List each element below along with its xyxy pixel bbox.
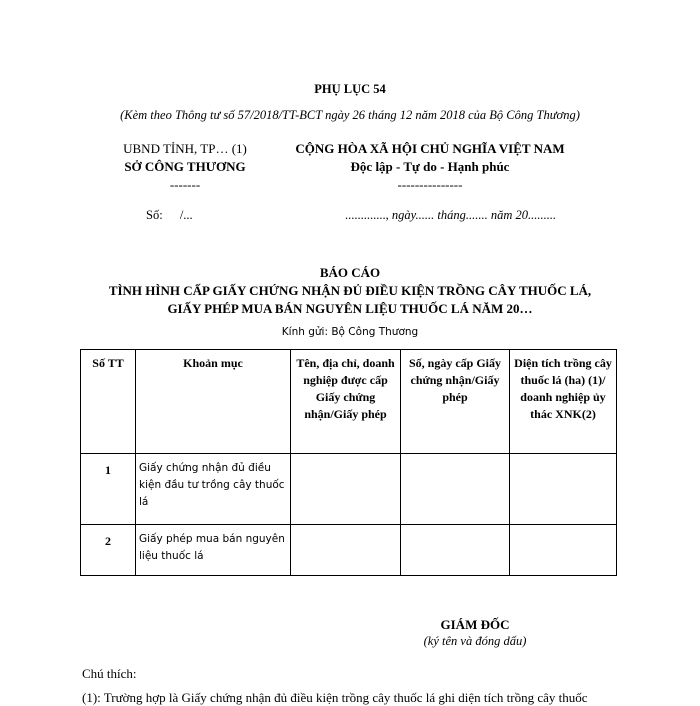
motto-divider: ---------------: [397, 177, 463, 192]
document-number: [146, 208, 193, 223]
row-enterprise-cell[interactable]: [291, 454, 401, 525]
report-heading-line-1: TÌNH HÌNH CẤP GIẤY CHỨNG NHẬN ĐỦ ĐIỀU KIỆN TRỒNG CÂY THUỐC LÁ,: [108, 283, 592, 298]
appendix-subtitle: (Kèm theo Thông tư số 57/2018/TT-BCT ngày 26 tháng 12 năm 2018 của Bộ Công Thương): [120, 108, 580, 122]
signature-note: (ký tên và đóng dấu): [423, 634, 527, 648]
header-enterprise: Tên, địa chỉ, doanh nghiệp được cấp Giấy chứng nhận/Giấy phép: [291, 350, 401, 454]
report-title: BÁO CÁO: [319, 265, 381, 280]
report-table: [80, 349, 617, 576]
document-number-value: /...: [179, 208, 193, 222]
recipient-line: Kính gửi: Bộ Công Thương: [281, 326, 419, 338]
place-date-line: [345, 208, 556, 223]
report-title-block: [0, 264, 700, 318]
authority-line-province: UBND TỈNH, TP… (1): [123, 141, 247, 156]
notes-label: Chú thích:: [82, 666, 137, 681]
row-certificate-cell[interactable]: [401, 454, 510, 525]
authority-divider: -------: [169, 177, 201, 192]
row-stt: 1: [81, 454, 136, 525]
table-row: [81, 525, 617, 576]
header-item: Khoản mục: [136, 350, 291, 454]
header-stt: Số TT: [81, 350, 136, 454]
row-enterprise-cell[interactable]: [291, 525, 401, 576]
table-header-row: [81, 350, 617, 454]
appendix-title: PHỤ LỤC 54: [314, 82, 386, 96]
row-stt: 2: [81, 525, 136, 576]
note-item: (1): Trường hợp là Giấy chứng nhận đủ điều kiện trồng cây thuốc lá ghi diện tích trồng cây thuốc: [82, 690, 588, 705]
issuing-authority-block: [90, 140, 280, 194]
national-title: CỘNG HÒA XÃ HỘI CHỦ NGHĨA VIỆT NAM: [295, 141, 565, 156]
row-certificate-cell[interactable]: [401, 525, 510, 576]
document-number-label: Số:: [146, 208, 163, 222]
row-area-cell[interactable]: [510, 525, 617, 576]
row-area-cell[interactable]: [510, 454, 617, 525]
header-area: Diện tích trồng cây thuốc lá (ha) (1)/ doanh nghiệp ủy thác XNK(2): [510, 350, 617, 454]
signature-title: GIÁM ĐỐC: [440, 617, 510, 632]
row-item: Giấy phép mua bán nguyên liệu thuốc lá: [136, 525, 291, 576]
table-row: [81, 454, 617, 525]
national-motto: Độc lập - Tự do - Hạnh phúc: [350, 159, 510, 174]
national-motto-block: [270, 140, 590, 194]
date-placeholder: ngày...... tháng....... năm 20.........: [391, 208, 557, 222]
header-certificate-number: Số, ngày cấp Giấy chứng nhận/Giấy phép: [401, 350, 510, 454]
row-item: Giấy chứng nhận đủ điều kiện đầu tư trồng cây thuốc lá: [136, 454, 291, 525]
authority-line-department: SỞ CÔNG THƯƠNG: [124, 159, 246, 174]
report-heading-line-2: GIẤY PHÉP MUA BÁN NGUYÊN LIỆU THUỐC LÁ NĂM 20…: [167, 301, 533, 316]
place-placeholder: .............,: [345, 208, 392, 222]
